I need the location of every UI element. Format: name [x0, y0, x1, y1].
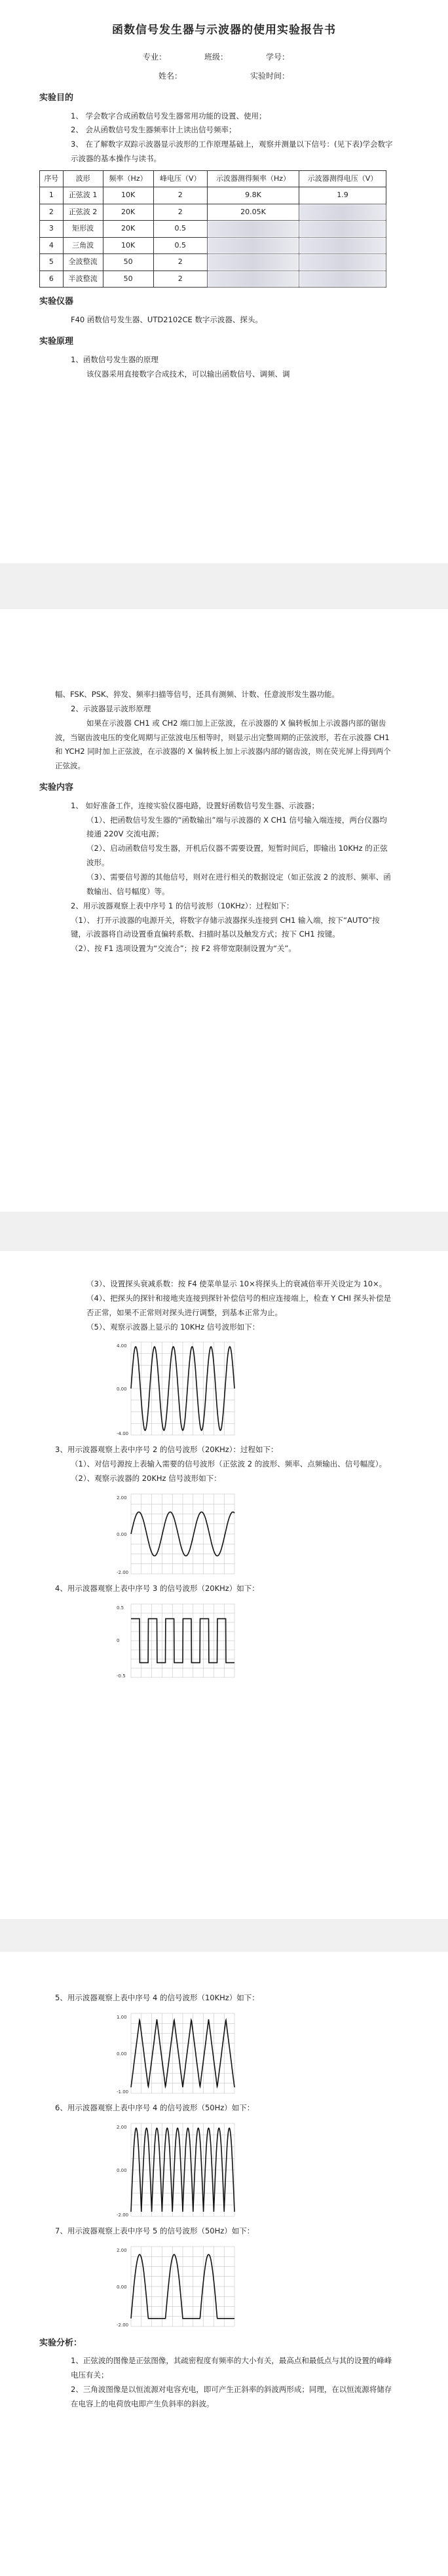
major-label: 专业：: [143, 52, 167, 62]
blurred-cell: [299, 221, 386, 238]
page-3: [0, 1251, 448, 1919]
table-cell: 0.5: [153, 221, 207, 238]
y-tick-mid: 0: [117, 1637, 120, 1643]
table-row: [40, 237, 386, 254]
page-4: [0, 1952, 448, 2576]
table-row: [40, 204, 386, 221]
table-cell: 2: [153, 204, 207, 221]
table-header: 波形: [63, 170, 103, 187]
content-s2-3: （3）、设置探头衰减系数：按 F4 使菜单显示 10×将探头上的衰减倍率开关设定为 10×。: [86, 1279, 387, 1288]
y-tick-top: 4.00: [117, 1343, 127, 1349]
waveform-plot-4: [114, 2011, 238, 2096]
y-tick-bot: -1.00: [117, 2089, 129, 2095]
table-cell: 9.8K: [207, 187, 299, 204]
principle-sub-1-text-b: 幅、FSK、PSK、猝发、频率扫描等信号，还具有测频、计数、任意波形发生器功能。: [55, 690, 340, 699]
y-tick-top: 0.5: [117, 1605, 124, 1611]
table-cell: 50: [103, 271, 153, 288]
content-step-2: （2）、启动函数信号发生器，开机后仪器不需要设置，短暂时间后，即输出 10KHz 的正弦波形。: [86, 844, 388, 868]
content-s2-1: （1）、 打开示波器的电源开关，将数字存储示波器探头连接到 CH1 输入端，按下“AUTO”按键，示波器将自动设置垂直偏转系数、扫描时基以及触发方式；按下 CH1 按键。: [71, 915, 380, 939]
table-header: 峰电压（V）: [153, 170, 207, 187]
class-label: 班级：: [204, 52, 229, 62]
table-cell: 2: [40, 204, 64, 221]
table-cell: 半波整流: [63, 271, 103, 288]
name-label: 姓名：: [158, 71, 182, 81]
content-step-1: （1）、把函数信号发生器的“函数输出”端与示波器的 X CH1 信号输入端连接，两台仪器均接通 220V 交流电源；: [86, 815, 387, 839]
content-item-1: 1、 如好准备工作，连接实验仪器电路，设置好函数信号发生器、示波器；: [71, 800, 319, 810]
waveform-plot-6: [114, 2244, 238, 2329]
y-tick-top: 2.00: [117, 2124, 127, 2130]
y-tick-bot: -2.00: [117, 1569, 129, 1575]
table-cell: 10K: [103, 187, 153, 204]
table-cell: 20K: [103, 204, 153, 221]
table-row: [40, 221, 386, 238]
purpose-item-3: 3、 在了解数字双踪示波器显示波形的工作原理基础上，观察并测量以下信号：(见下表)学会数字示波器的基本操作与读书。: [71, 140, 393, 164]
table-header: 示波器测得电压（V）: [299, 170, 386, 187]
table-cell: 2: [153, 271, 207, 288]
blurred-cell: [299, 254, 386, 271]
table-cell: 2: [153, 254, 207, 271]
y-tick-bot: -4.00: [117, 1431, 129, 1437]
y-tick-bot: -2.00: [117, 2322, 129, 2328]
blurred-cell: [207, 221, 299, 238]
measurement-table: [39, 170, 386, 288]
page-gap: [0, 563, 448, 609]
principle-sub-1: 1、函数信号发生器的原理: [71, 354, 159, 364]
waveform-plot-5: [114, 2121, 238, 2219]
y-tick-mid: 0.00: [117, 2051, 127, 2057]
content-item-6: 6、用示波器观察上表中序号 4 的信号波形（50Hz）如下：: [55, 2102, 255, 2112]
table-header: 频率（Hz）: [103, 170, 153, 187]
time-label: 实验时间：: [250, 71, 289, 81]
content-s3-1: （1）、对信号源按上表输入需要的信号波形（正弦波 2 的波形、频率、点频输出、信号幅度）。: [71, 1459, 386, 1469]
table-cell: 1: [40, 187, 64, 204]
section-instruments: 实验仪器: [39, 297, 74, 307]
page-gap: [0, 1919, 448, 1952]
blurred-cell: [207, 271, 299, 288]
table-cell: 全波整流: [63, 254, 103, 271]
table-cell: 正弦波 2: [63, 204, 103, 221]
table-cell: 1.9: [299, 187, 386, 204]
content-s2-2: （2）、按 F1 选项设置为“交流合”；按 F2 将带宽限制设置为“关”。: [71, 944, 296, 954]
table-cell: 20K: [103, 221, 153, 238]
table-cell: 20.05K: [207, 204, 299, 221]
table-header: 示波器测得频率（Hz）: [207, 170, 299, 187]
blurred-cell: [207, 254, 299, 271]
table-cell: 正弦波 1: [63, 187, 103, 204]
table-cell: 50: [103, 254, 153, 271]
table-cell: 10K: [103, 237, 153, 254]
y-tick-bot: -0.5: [117, 1673, 126, 1679]
table-cell: 0.5: [153, 237, 207, 254]
blurred-cell: [207, 237, 299, 254]
table-cell: 2: [153, 187, 207, 204]
content-item-2: 2、用示波器观察上表中序号 1 的信号波形（10KHz）：过程如下：: [71, 901, 294, 910]
meta-row-1: [55, 50, 393, 65]
section-purpose: 实验目的: [39, 92, 74, 103]
y-tick-top: 1.00: [117, 2014, 127, 2020]
y-tick-mid: 0.00: [117, 1387, 127, 1392]
principle-sub-2-text: 如果在示波器 CH1 或 CH2 端口加上正弦波，在示波器的 X 偏转板加上示波器内部的锯齿波，当锯齿波电压的变化周期与正弦波电压相等时，则显示出完整周期的正弦波形，若在示波器 CH1 和 YCH2 同时加上正弦波，在示波器的 X 偏转板上加上示波器内部的锯齿波，则在荧光屏上得到两个正弦波。: [55, 718, 391, 771]
instruments-text: F40 函数信号发生器、UTD2102CE 数字示波器、探头。: [71, 315, 263, 325]
blurred-cell: [299, 237, 386, 254]
table-cell: 矩形波: [63, 221, 103, 238]
content-item-3: 3、用示波器观察上表中序号 2 的信号波形（20KHz）：过程如下：: [55, 1445, 278, 1455]
purpose-item-2: 2、 会从函数信号发生器频率计上读出信号频率；: [71, 125, 236, 135]
table-cell: 三角波: [63, 237, 103, 254]
content-item-4: 4、用示波器观察上表中序号 3 的信号波形（20KHz）如下：: [55, 1583, 259, 1593]
waveform-plot-3: [114, 1601, 238, 1680]
section-principle: 实验原理: [39, 336, 74, 346]
purpose-item-1: 1、 学会数字合成函数信号发生器常用功能的设置、使用；: [71, 111, 267, 121]
content-item-7: 7、用示波器观察上表中序号 5 的信号波形（50Hz）如下：: [55, 2226, 255, 2235]
table-row: [40, 271, 386, 288]
content-step-3: （3）、需要信号源的其他信号，则对在进行相关的数据设定（如正弦波 2 的波形、频率、函数输出、信号幅度）等。: [86, 872, 391, 896]
principle-sub-1-text-a: 该仪器采用直接数字合成技术，可以输出函数信号、调频、调: [86, 369, 290, 379]
analysis-2: 2、三角波图像是以恒流源对电容充电，即可产生正斜率的斜波两形成；同理，在以恒流源将储存在电容上的电荷放电即产生负斜率的斜波。: [71, 2384, 392, 2408]
section-content: 实验内容: [39, 783, 74, 793]
page-1: [0, 0, 448, 563]
table-cell: 5: [40, 254, 64, 271]
blurred-cell: [299, 271, 386, 288]
report-title: 函数信号发生器与示波器的使用实验报告书: [112, 24, 336, 37]
analysis-1: 1、正弦波的图像是正弦图像，其疏密程度有频率的大小有关，最高点和最低点与其的设置的峰峰电压有关；: [71, 2356, 392, 2380]
page-gap: [0, 1212, 448, 1251]
content-s2-4: （4）、把探头的探针和接地夹连接到探针补偿信号的相应连接端上，检查 Y CHI 探头补偿是否正常，如果不正常则对探头进行调整，到基本正常为止。: [86, 1293, 392, 1317]
content-s3-2: （2）、观察示波器的 20KHz 信号波形如下：: [71, 1474, 221, 1484]
waveform-plot-2: [114, 1491, 238, 1577]
table-cell: 3: [40, 221, 64, 238]
y-tick-mid: 0.00: [117, 1531, 127, 1537]
table-row: [40, 254, 386, 271]
id-label: 学号：: [266, 52, 290, 62]
content-s2-5: （5）、观察示波器上显示的 10KHz 信号波形如下：: [86, 1322, 260, 1332]
table-header-row: [40, 170, 386, 187]
y-tick-top: 2.00: [117, 1495, 127, 1501]
table-row: [40, 187, 386, 204]
blurred-cell: [299, 204, 386, 221]
principle-sub-2: 2、示波器显示波形原理: [71, 703, 151, 713]
y-tick-bot: -2.00: [117, 2212, 129, 2218]
y-tick-mid: 0.00: [117, 2284, 127, 2290]
waveform-plot-1: [114, 1339, 238, 1438]
table-cell: 4: [40, 237, 64, 254]
y-tick-mid: 0.00: [117, 2167, 127, 2173]
content-item-5: 5、用示波器观察上表中序号 4 的信号波形（10KHz）如下：: [55, 1993, 259, 2002]
meta-row-2: [55, 69, 393, 84]
section-analysis: 实验分析：: [39, 2338, 83, 2348]
y-tick-top: 2.00: [117, 2247, 127, 2253]
table-header: 序号: [40, 170, 64, 187]
page-2: [0, 609, 448, 1212]
table-cell: 6: [40, 271, 64, 288]
